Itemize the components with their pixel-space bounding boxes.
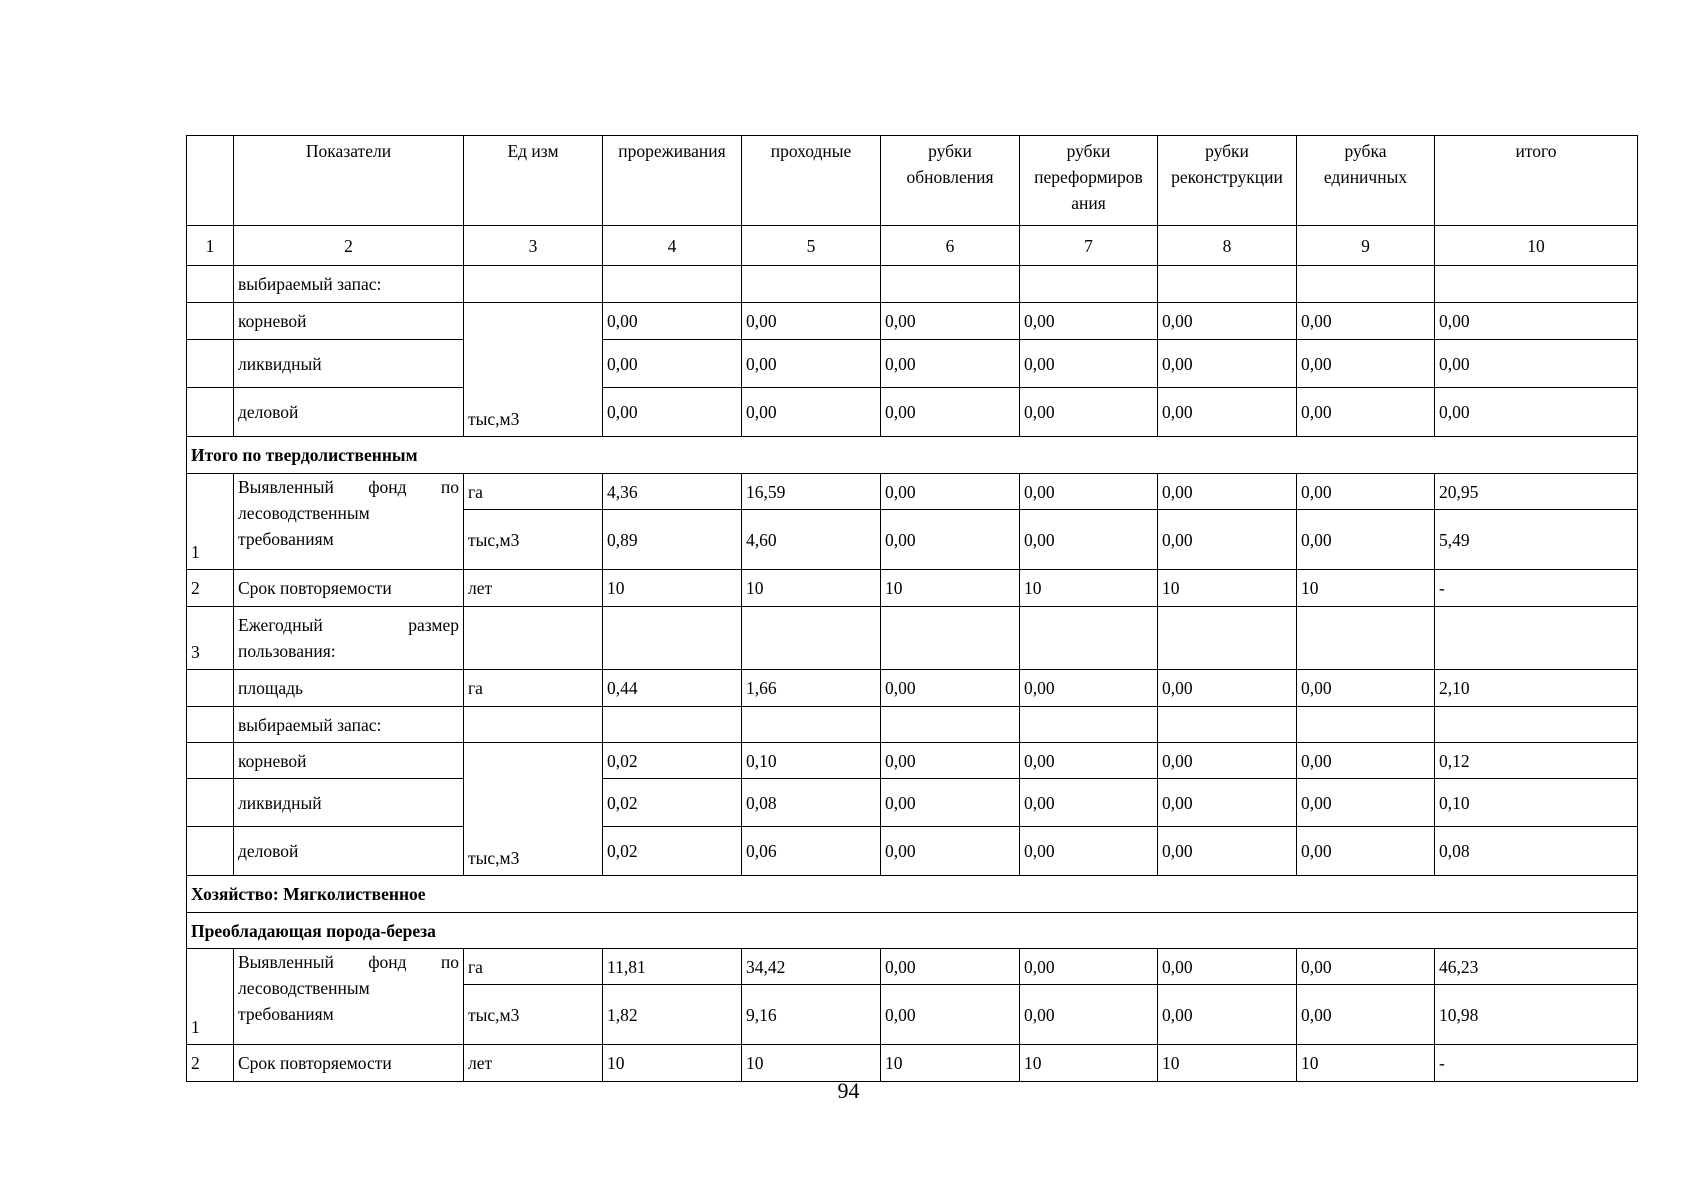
value-cell: 10 <box>1020 570 1158 607</box>
header-cell: рубки переформиров ания <box>1020 136 1158 226</box>
table-row <box>187 743 1638 779</box>
value-cell: 0,00 <box>1020 510 1158 570</box>
section-title: Итого по твердолиственным <box>187 437 1638 474</box>
header-cell: рубки реконструкции <box>1158 136 1297 226</box>
value-cell: 0,00 <box>742 388 881 437</box>
value-cell: 0,00 <box>881 474 1020 510</box>
value-cell: 0,00 <box>1158 340 1297 388</box>
label-line: Выявленный фонд по <box>238 477 459 497</box>
header-cell <box>187 136 234 226</box>
value-cell: 46,23 <box>1435 949 1638 985</box>
value-cell: 0,00 <box>1020 779 1158 827</box>
value-cell: 0,02 <box>603 743 742 779</box>
label-line: лесоводственным <box>238 978 370 998</box>
value-cell: 0,00 <box>1297 985 1435 1045</box>
value-cell: 0,00 <box>1020 985 1158 1045</box>
value-cell: 0,00 <box>1435 340 1638 388</box>
column-number: 9 <box>1297 226 1435 266</box>
empty-cell <box>603 607 742 670</box>
value-cell: 0,00 <box>1435 388 1638 437</box>
value-cell: 11,81 <box>603 949 742 985</box>
header-cell: рубки обновления <box>881 136 1020 226</box>
empty-cell <box>187 743 234 779</box>
value-cell: 10 <box>742 1045 881 1082</box>
value-cell: 0,00 <box>881 985 1020 1045</box>
header-cell: прореживания <box>603 136 742 226</box>
row-label: Срок повторяемости <box>234 1045 464 1082</box>
table-row <box>187 474 1638 510</box>
value-cell: 0,00 <box>1297 670 1435 707</box>
value-cell: 10 <box>1158 1045 1297 1082</box>
empty-cell <box>464 607 603 670</box>
column-number: 2 <box>234 226 464 266</box>
value-cell: 10 <box>881 570 1020 607</box>
value-cell: 0,08 <box>1435 827 1638 876</box>
table-row <box>187 266 1638 303</box>
row-label: деловой <box>234 827 464 876</box>
value-cell: 0,00 <box>1158 743 1297 779</box>
value-cell: 0,00 <box>1020 474 1158 510</box>
section-row <box>187 876 1638 913</box>
value-cell: 10 <box>1158 570 1297 607</box>
row-label: корневой <box>234 303 464 340</box>
empty-cell <box>187 779 234 827</box>
table-row <box>187 1045 1638 1082</box>
value-cell: 0,00 <box>1020 388 1158 437</box>
empty-cell <box>742 266 881 303</box>
value-cell: 0,00 <box>881 340 1020 388</box>
value-cell: 34,42 <box>742 949 881 985</box>
section-title: Хозяйство: Мягколиственное <box>187 876 1638 913</box>
value-cell: 0,00 <box>1297 743 1435 779</box>
value-cell: 0,89 <box>603 510 742 570</box>
unit-cell: тыс,м3 <box>464 743 603 876</box>
unit-cell: тыс,м3 <box>464 510 603 570</box>
empty-cell <box>187 303 234 340</box>
value-cell: 0,00 <box>881 670 1020 707</box>
value-cell: 0,10 <box>1435 779 1638 827</box>
value-cell: 0,00 <box>1435 303 1638 340</box>
label-line: Ежегодный размер <box>238 615 459 635</box>
column-number: 4 <box>603 226 742 266</box>
value-cell: 0,00 <box>1158 670 1297 707</box>
empty-cell <box>1158 707 1297 743</box>
value-cell: 0,00 <box>1158 827 1297 876</box>
value-cell: 0,00 <box>1297 303 1435 340</box>
value-cell: - <box>1435 1045 1638 1082</box>
table-row <box>187 570 1638 607</box>
value-cell: 0,00 <box>1297 827 1435 876</box>
unit-cell: лет <box>464 1045 603 1082</box>
row-label <box>234 474 464 570</box>
label-line: требованиям <box>238 1004 334 1024</box>
value-cell: 10 <box>603 570 742 607</box>
value-cell: 0,00 <box>1020 670 1158 707</box>
empty-cell <box>1158 266 1297 303</box>
label-line: лесоводственным <box>238 503 370 523</box>
empty-cell <box>187 707 234 743</box>
value-cell: 2,10 <box>1435 670 1638 707</box>
row-number: 1 <box>187 474 234 570</box>
value-cell: 10 <box>1020 1045 1158 1082</box>
header-cell: Показатели <box>234 136 464 226</box>
header-cell: проходные <box>742 136 881 226</box>
value-cell: 0,00 <box>603 303 742 340</box>
empty-cell <box>603 266 742 303</box>
column-number-row <box>187 226 1638 266</box>
table-row <box>187 607 1638 670</box>
section-title: Преобладающая порода-береза <box>187 913 1638 949</box>
empty-cell <box>881 607 1020 670</box>
table-row <box>187 303 1638 340</box>
value-cell: 0,00 <box>881 779 1020 827</box>
empty-cell <box>881 266 1020 303</box>
table-row <box>187 670 1638 707</box>
value-cell: 0,00 <box>742 340 881 388</box>
value-cell: 1,82 <box>603 985 742 1045</box>
page-number: 94 <box>837 1078 860 1103</box>
row-label <box>234 607 464 670</box>
empty-cell <box>187 266 234 303</box>
value-cell: 0,00 <box>881 743 1020 779</box>
row-label: площадь <box>234 670 464 707</box>
header-cell: Ед изм <box>464 136 603 226</box>
value-cell: 20,95 <box>1435 474 1638 510</box>
table-row <box>187 388 1638 437</box>
row-label: Срок повторяемости <box>234 570 464 607</box>
row-label: деловой <box>234 388 464 437</box>
unit-cell: тыс,м3 <box>464 985 603 1045</box>
value-cell: 0,00 <box>1297 949 1435 985</box>
empty-cell <box>1435 266 1638 303</box>
column-number: 5 <box>742 226 881 266</box>
value-cell: 10 <box>603 1045 742 1082</box>
value-cell: 4,36 <box>603 474 742 510</box>
column-number: 1 <box>187 226 234 266</box>
row-number: 2 <box>187 570 234 607</box>
value-cell: 0,00 <box>1297 474 1435 510</box>
value-cell: 0,00 <box>881 510 1020 570</box>
empty-cell <box>742 707 881 743</box>
header-cell: рубка единичных <box>1297 136 1435 226</box>
value-cell: 0,00 <box>1158 388 1297 437</box>
value-cell: - <box>1435 570 1638 607</box>
value-cell: 0,00 <box>603 388 742 437</box>
value-cell: 0,00 <box>1158 510 1297 570</box>
empty-cell <box>187 827 234 876</box>
value-cell: 0,00 <box>1297 779 1435 827</box>
table-row <box>187 340 1638 388</box>
empty-cell <box>1297 266 1435 303</box>
value-cell: 10 <box>881 1045 1020 1082</box>
value-cell: 1,66 <box>742 670 881 707</box>
value-cell: 5,49 <box>1435 510 1638 570</box>
column-number: 10 <box>1435 226 1638 266</box>
header-cell: итого <box>1435 136 1638 226</box>
column-number: 3 <box>464 226 603 266</box>
value-cell: 0,00 <box>1020 949 1158 985</box>
label-line: требованиям <box>238 529 334 549</box>
unit-cell: га <box>464 949 603 985</box>
row-label: ликвидный <box>234 340 464 388</box>
label-line: Выявленный фонд по <box>238 952 459 972</box>
value-cell: 0,00 <box>1297 510 1435 570</box>
value-cell: 10 <box>1297 570 1435 607</box>
value-cell: 0,44 <box>603 670 742 707</box>
row-number: 3 <box>187 607 234 670</box>
value-cell: 0,00 <box>881 303 1020 340</box>
value-cell: 0,00 <box>1158 303 1297 340</box>
value-cell: 10,98 <box>1435 985 1638 1045</box>
section-row <box>187 913 1638 949</box>
empty-cell <box>1297 707 1435 743</box>
value-cell: 0,00 <box>1020 303 1158 340</box>
empty-cell <box>187 388 234 437</box>
table-row <box>187 827 1638 876</box>
empty-cell <box>1435 707 1638 743</box>
row-number: 2 <box>187 1045 234 1082</box>
value-cell: 0,00 <box>1158 474 1297 510</box>
value-cell: 0,00 <box>1020 743 1158 779</box>
value-cell: 0,00 <box>1158 949 1297 985</box>
empty-cell <box>603 707 742 743</box>
table-row <box>187 707 1638 743</box>
unit-cell: га <box>464 474 603 510</box>
row-label: корневой <box>234 743 464 779</box>
value-cell: 0,00 <box>742 303 881 340</box>
forest-use-table <box>186 135 1638 1082</box>
value-cell: 0,00 <box>1158 779 1297 827</box>
column-number: 6 <box>881 226 1020 266</box>
table-row <box>187 779 1638 827</box>
value-cell: 0,00 <box>603 340 742 388</box>
value-cell: 0,00 <box>1020 827 1158 876</box>
unit-cell: тыс,м3 <box>464 303 603 437</box>
value-cell: 0,12 <box>1435 743 1638 779</box>
empty-cell <box>1020 607 1158 670</box>
value-cell: 4,60 <box>742 510 881 570</box>
unit-cell: лет <box>464 570 603 607</box>
value-cell: 10 <box>742 570 881 607</box>
empty-cell <box>464 266 603 303</box>
empty-cell <box>881 707 1020 743</box>
value-cell: 0,02 <box>603 779 742 827</box>
value-cell: 9,16 <box>742 985 881 1045</box>
column-number: 8 <box>1158 226 1297 266</box>
empty-cell <box>464 707 603 743</box>
value-cell: 0,06 <box>742 827 881 876</box>
value-cell: 0,10 <box>742 743 881 779</box>
empty-cell <box>187 340 234 388</box>
section-row <box>187 437 1638 474</box>
row-number: 1 <box>187 949 234 1045</box>
value-cell: 0,02 <box>603 827 742 876</box>
empty-cell <box>1020 707 1158 743</box>
value-cell: 0,00 <box>881 949 1020 985</box>
value-cell: 0,00 <box>1297 340 1435 388</box>
value-cell: 10 <box>1297 1045 1435 1082</box>
value-cell: 0,00 <box>1297 388 1435 437</box>
value-cell: 0,00 <box>1158 985 1297 1045</box>
empty-cell <box>742 607 881 670</box>
empty-cell <box>187 670 234 707</box>
empty-cell <box>1020 266 1158 303</box>
value-cell: 0,00 <box>1020 340 1158 388</box>
value-cell: 0,00 <box>881 388 1020 437</box>
table-row <box>187 949 1638 985</box>
empty-cell <box>1435 607 1638 670</box>
empty-cell <box>1158 607 1297 670</box>
row-label: выбираемый запас: <box>234 707 464 743</box>
empty-cell <box>1297 607 1435 670</box>
header-row <box>187 136 1638 226</box>
label-line: пользования: <box>238 641 336 661</box>
value-cell: 0,00 <box>881 827 1020 876</box>
value-cell: 16,59 <box>742 474 881 510</box>
unit-cell: га <box>464 670 603 707</box>
row-label: выбираемый запас: <box>234 266 464 303</box>
column-number: 7 <box>1020 226 1158 266</box>
row-label <box>234 949 464 1045</box>
row-label: ликвидный <box>234 779 464 827</box>
value-cell: 0,08 <box>742 779 881 827</box>
